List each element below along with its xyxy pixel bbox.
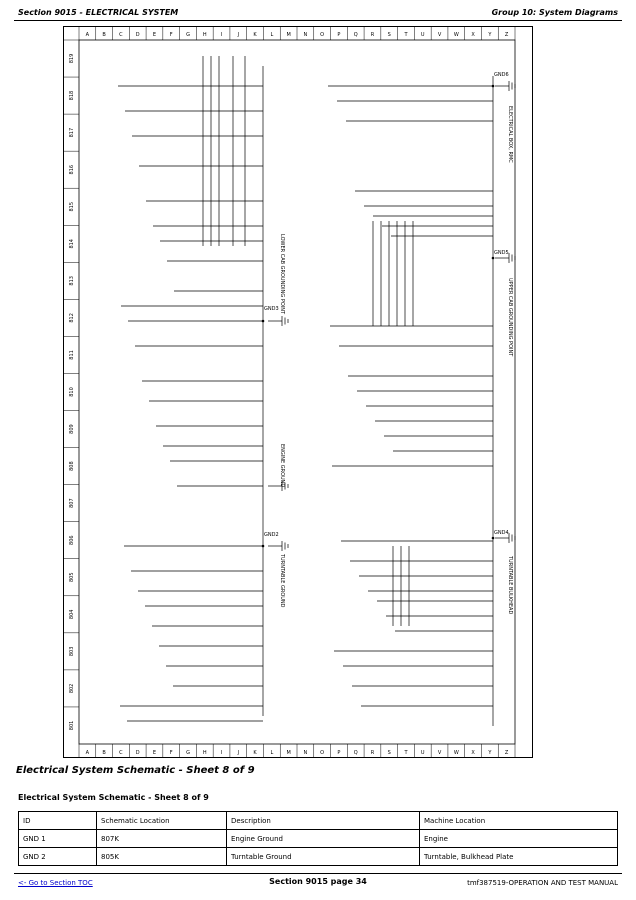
column-letter-bottom: C bbox=[119, 750, 123, 756]
ground-label-5: GND4 bbox=[494, 530, 509, 536]
column-letter-top: L bbox=[270, 32, 274, 38]
column-letter-top: Y bbox=[488, 32, 492, 38]
cell-description: Turntable Ground bbox=[227, 848, 420, 866]
column-letter-bottom: B bbox=[102, 750, 106, 756]
turntable-ground-label: TURNTABLE GROUND bbox=[279, 554, 285, 608]
column-letter-bottom: V bbox=[437, 750, 442, 756]
column-letter-bottom: N bbox=[303, 750, 308, 756]
row-number: 812 bbox=[69, 313, 75, 323]
column-letter-bottom: A bbox=[85, 750, 90, 756]
row-number: 802 bbox=[69, 683, 75, 694]
column-letter-bottom: H bbox=[202, 750, 207, 756]
column-letter-top: A bbox=[85, 32, 90, 38]
column-letter-top: J bbox=[237, 32, 240, 38]
column-letter-bottom: Y bbox=[488, 750, 492, 756]
column-letter-top: M bbox=[286, 32, 291, 38]
column-letter-bottom: I bbox=[220, 750, 223, 756]
figure-caption: Electrical System Schematic - Sheet 8 of 9 bbox=[16, 765, 255, 776]
engine-ground-label: ENGINE GROUND bbox=[279, 444, 285, 488]
row-number: 817 bbox=[69, 127, 75, 138]
column-letter-bottom: S bbox=[387, 750, 391, 756]
row-number: 819 bbox=[69, 53, 75, 64]
header-divider bbox=[14, 20, 622, 21]
column-letter-bottom: F bbox=[169, 750, 173, 756]
header-id: ID bbox=[19, 812, 97, 830]
column-letter-top: K bbox=[253, 32, 257, 38]
row-number: 803 bbox=[69, 646, 75, 657]
cell-description: Engine Ground bbox=[227, 830, 420, 848]
splice-dot bbox=[492, 537, 495, 540]
lower-cab-grounding-label: LOWER CAB GROUNDING POINT bbox=[279, 234, 285, 315]
column-letter-bottom: J bbox=[237, 750, 240, 756]
column-letter-top: R bbox=[370, 32, 375, 38]
column-letter-bottom: W bbox=[453, 750, 459, 756]
ground-location-table bbox=[18, 811, 618, 866]
column-letter-bottom: O bbox=[320, 750, 325, 756]
electrical-box-label: ELECTRICAL BOX, RMC bbox=[507, 106, 513, 163]
cell-schematic-location: 805K bbox=[97, 848, 227, 866]
column-letter-bottom: U bbox=[420, 750, 425, 756]
column-letter-bottom: Q bbox=[353, 750, 358, 756]
column-letter-top: O bbox=[320, 32, 325, 38]
section-toc-link[interactable]: <- Go to Section TOC bbox=[18, 879, 93, 887]
ground-symbol bbox=[268, 316, 288, 326]
cell-machine-location: Turntable, Bulkhead Plate bbox=[420, 848, 618, 866]
column-grid-top bbox=[79, 26, 515, 40]
ground-label-1: GND3 bbox=[264, 306, 279, 312]
column-grid-bottom bbox=[79, 744, 515, 758]
ground-symbol bbox=[495, 81, 515, 91]
header-description: Description bbox=[227, 812, 420, 830]
column-letter-top: U bbox=[420, 32, 425, 38]
column-letter-top: X bbox=[471, 32, 475, 38]
schematic-inner-frame bbox=[79, 40, 515, 744]
row-number: 809 bbox=[69, 424, 75, 434]
row-number: 815 bbox=[69, 201, 75, 212]
column-letter-bottom: T bbox=[404, 750, 408, 756]
group-title: Group 10: System Diagrams bbox=[491, 8, 618, 17]
column-letter-top: Z bbox=[504, 32, 509, 38]
row-grid-left bbox=[63, 40, 79, 730]
column-letter-top: F bbox=[169, 32, 173, 38]
row-number: 804 bbox=[69, 609, 75, 620]
column-letter-top: S bbox=[387, 32, 391, 38]
row-number: 810 bbox=[69, 387, 75, 397]
table-title: Electrical System Schematic - Sheet 8 of 9 bbox=[18, 793, 209, 802]
row-number: 814 bbox=[69, 239, 75, 249]
section-title: Section 9015 - ELECTRICAL SYSTEM bbox=[18, 8, 179, 17]
header-machine-location: Machine Location bbox=[420, 812, 618, 830]
column-letter-bottom: L bbox=[270, 750, 274, 756]
page-number: Section 9015 page 34 bbox=[269, 877, 367, 886]
column-letter-bottom: M bbox=[286, 750, 291, 756]
cell-id: GND 1 bbox=[19, 830, 97, 848]
column-letter-top: T bbox=[404, 32, 408, 38]
row-number: 806 bbox=[69, 535, 75, 545]
page-header bbox=[18, 6, 618, 20]
splice-dot bbox=[492, 257, 495, 260]
header-schematic-location: Schematic Location bbox=[97, 812, 227, 830]
column-letter-top: E bbox=[152, 32, 157, 38]
row-number: 801 bbox=[69, 720, 75, 731]
column-letter-top: B bbox=[102, 32, 106, 38]
ground-label-4: GND5 bbox=[494, 250, 509, 256]
manual-id: tmf387519-OPERATION AND TEST MANUAL bbox=[467, 879, 618, 887]
ground-symbol bbox=[268, 541, 288, 551]
ground-label-3: GND6 bbox=[494, 72, 509, 78]
row-number: 807 bbox=[69, 498, 75, 508]
column-letter-top: C bbox=[119, 32, 123, 38]
column-letter-bottom: Z bbox=[504, 750, 509, 756]
footer-divider bbox=[14, 873, 622, 874]
row-number: 808 bbox=[69, 461, 75, 471]
turntable-bulkhead-label: TURNTABLE BULKHEAD bbox=[507, 556, 513, 615]
cell-machine-location: Engine bbox=[420, 830, 618, 848]
column-letter-bottom: P bbox=[337, 750, 341, 756]
ground-symbols bbox=[268, 81, 515, 551]
column-letter-top: G bbox=[186, 32, 190, 38]
column-letter-top: Q bbox=[353, 32, 358, 38]
cell-id: GND 2 bbox=[19, 848, 97, 866]
ground-label-2: GND2 bbox=[264, 532, 279, 538]
column-letter-bottom: G bbox=[186, 750, 190, 756]
column-letter-top: D bbox=[135, 32, 140, 38]
upper-cab-grounding-label: UPPER CAB GROUNDING POINT bbox=[507, 278, 513, 357]
column-letter-bottom: R bbox=[370, 750, 375, 756]
column-letter-top: P bbox=[337, 32, 341, 38]
column-letter-top: V bbox=[437, 32, 442, 38]
column-letter-bottom: X bbox=[471, 750, 475, 756]
column-letter-bottom: D bbox=[135, 750, 140, 756]
row-number: 818 bbox=[69, 90, 75, 101]
cell-schematic-location: 807K bbox=[97, 830, 227, 848]
row-number: 813 bbox=[69, 276, 75, 286]
column-letter-top: N bbox=[303, 32, 308, 38]
column-letter-top: W bbox=[453, 32, 459, 38]
table-row bbox=[19, 830, 618, 848]
wiring-schematic bbox=[63, 26, 533, 758]
table-row bbox=[19, 848, 618, 866]
row-number: 811 bbox=[69, 350, 75, 360]
wire-traces bbox=[118, 56, 494, 726]
column-letter-bottom: E bbox=[152, 750, 157, 756]
row-number: 816 bbox=[69, 164, 75, 175]
column-letter-bottom: K bbox=[253, 750, 257, 756]
table-header-row bbox=[19, 812, 618, 830]
column-letter-top: H bbox=[202, 32, 207, 38]
row-number: 805 bbox=[69, 572, 75, 583]
column-letter-top: I bbox=[220, 32, 223, 38]
